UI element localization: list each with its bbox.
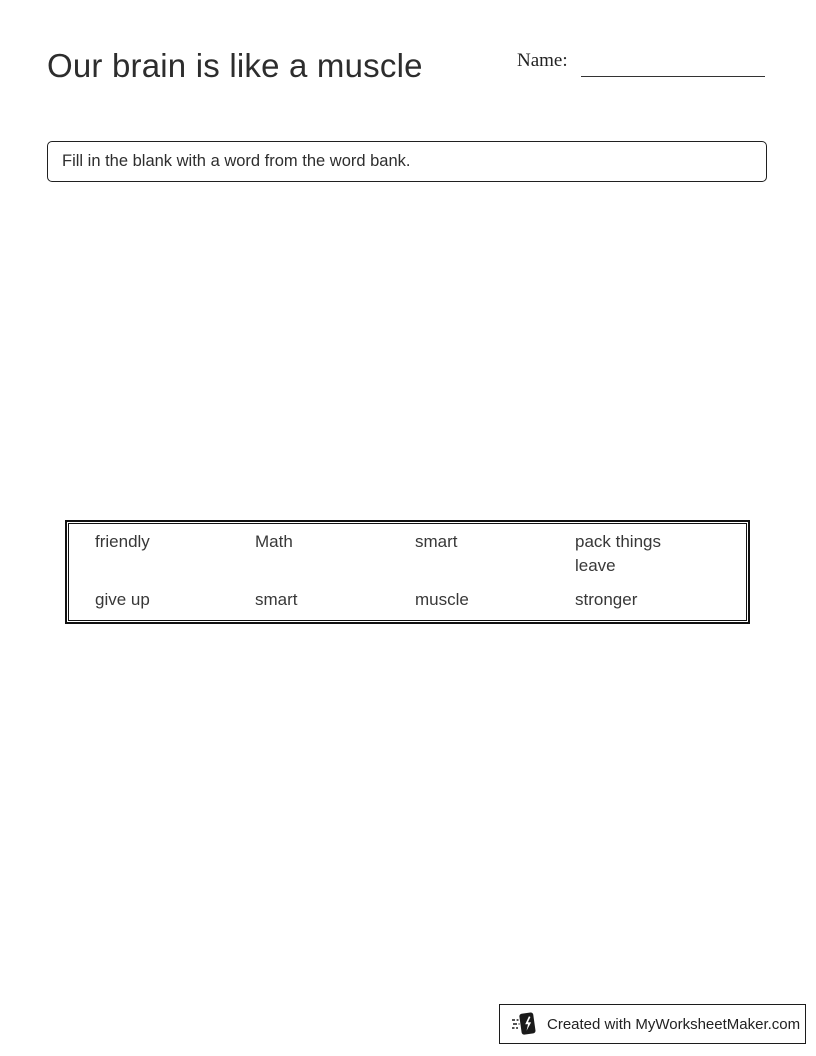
credit-text: Created with MyWorksheetMaker.com [547,1015,801,1033]
name-label: Name: [517,50,568,71]
myworksheetmaker-logo-icon [512,1011,538,1037]
name-blank-line [581,50,765,77]
word-bank-item: stronger [575,590,638,609]
instructions-box [47,141,767,182]
word-bank-item: pack things leave [575,532,661,575]
word-bank-item: give up [95,590,150,609]
instructions-text: Fill in the blank with a word from the word bank. [62,152,411,170]
worksheet-title: Our brain is like a muscle [47,47,423,84]
name-field [517,50,765,77]
word-bank-grid [68,523,747,621]
word-bank-item: friendly [95,532,150,551]
word-bank-item: smart [415,532,458,551]
word-bank-item: smart [255,590,298,609]
word-bank-item: Math [255,532,293,551]
credit-badge[interactable] [499,1004,806,1044]
word-bank [65,520,750,624]
word-bank-item: muscle [415,590,469,609]
